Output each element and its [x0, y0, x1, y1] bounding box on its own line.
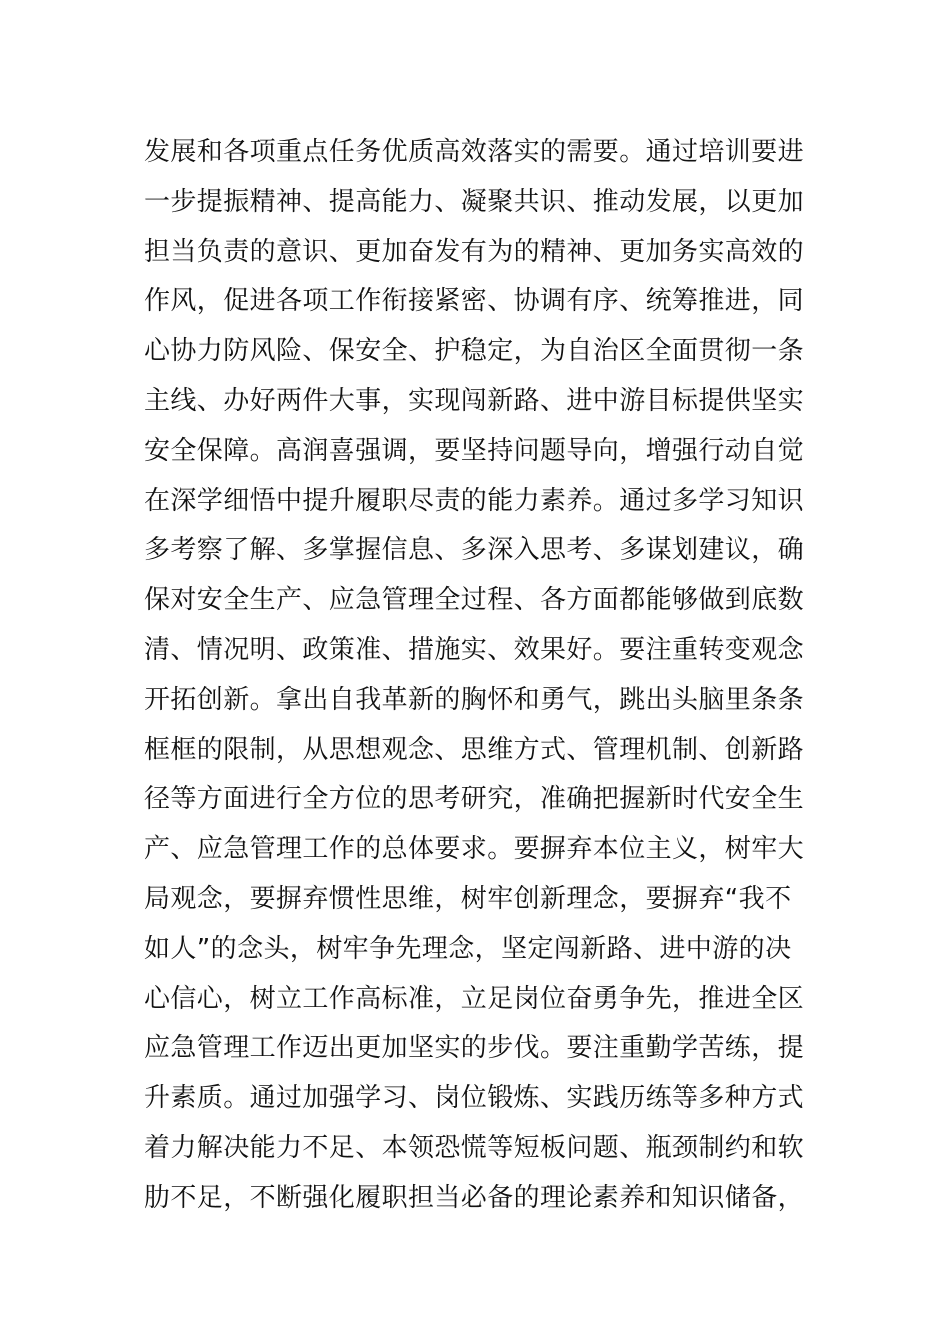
text-line: 如人”的念头，树牢争先理念，坚定闯新路、进中游的决 [144, 933, 792, 964]
text-line: 发展和各项重点任务优质高效落实的需要。通过培训要进 [144, 137, 805, 167]
text-line: 局观念，要摒弃惯性思维，树牢创新理念，要摒弃“我不 [144, 883, 792, 914]
text-line: 心信心，树立工作高标准，立足岗位奋勇争先，推进全区 [144, 983, 805, 1014]
text-line: 多考察了解、多掌握信息、多深入思考、多谋划建议，确 [144, 535, 805, 566]
text-line: 保对安全生产、应急管理全过程、各方面都能够做到底数 [144, 585, 805, 616]
text-line: 产、应急管理工作的总体要求。要摒弃本位主义，树牢大 [144, 834, 805, 865]
text-line: 径等方面进行全方位的思考研究，准确把握新时代安全生 [144, 784, 805, 815]
text-line: 安全保障。高润喜强调，要坚持问题导向，增强行动自觉 [144, 435, 805, 466]
body-paragraph [144, 128, 814, 1224]
text-line: 作风，促进各项工作衔接紧密、协调有序、统筹推进，同 [144, 286, 805, 317]
text-line: 担当负责的意识、更加奋发有为的精神、更加务实高效的 [144, 236, 805, 267]
text-line: 一步提振精神、提高能力、凝聚共识、推动发展，以更加 [144, 186, 805, 217]
text-line: 肋不足，不断强化履职担当必备的理论素养和知识储备， [144, 1182, 805, 1213]
text-line: 主线、办好两件大事，实现闯新路、进中游目标提供坚实 [144, 385, 805, 416]
text-line: 开拓创新。拿出自我革新的胸怀和勇气，跳出头脑里条条 [144, 684, 805, 715]
text-line: 心协力防风险、保安全、护稳定，为自治区全面贯彻一条 [144, 336, 805, 367]
text-line: 清、情况明、政策准、措施实、效果好。要注重转变观念 [144, 634, 805, 665]
text-line: 在深学细悟中提升履职尽责的能力素养。通过多学习知识 [144, 485, 805, 516]
text-line: 着力解决能力不足、本领恐慌等短板问题、瓶颈制约和软 [144, 1132, 805, 1163]
text-line: 应急管理工作迈出更加坚实的步伐。要注重勤学苦练，提 [144, 1033, 805, 1064]
text-line: 框框的限制，从思想观念、思维方式、管理机制、创新路 [144, 734, 805, 765]
text-line: 升素质。通过加强学习、岗位锻炼、实践历练等多种方式 [144, 1083, 805, 1114]
